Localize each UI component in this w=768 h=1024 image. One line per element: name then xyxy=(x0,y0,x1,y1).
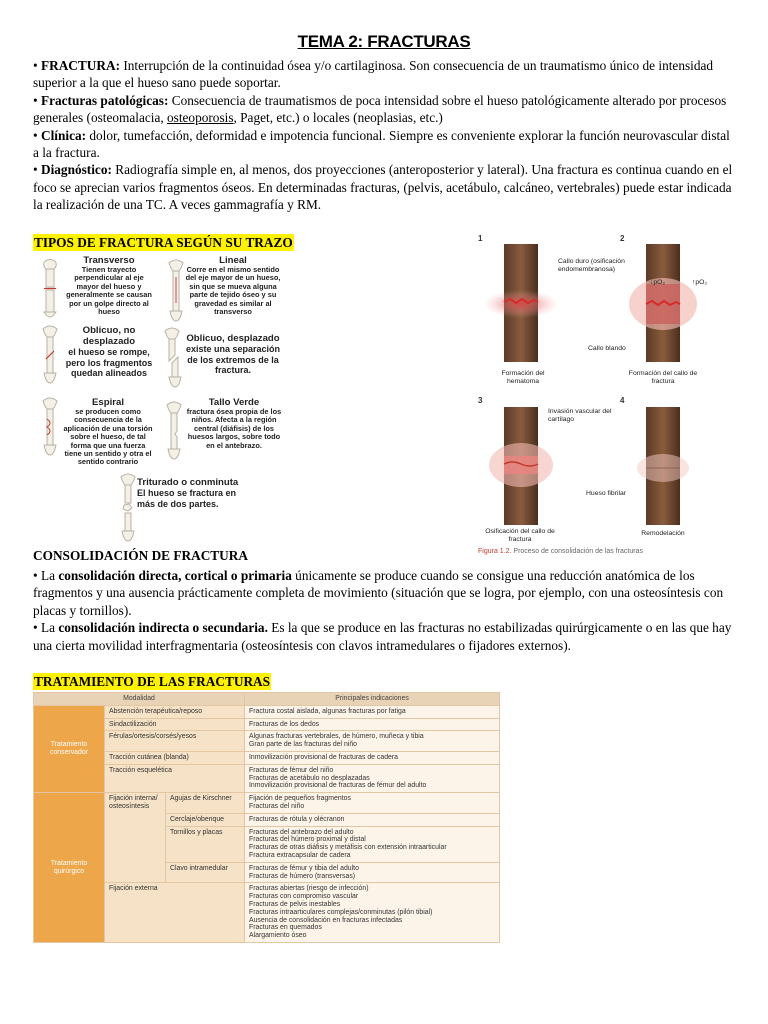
types-heading: TIPOS DE FRACTURA SEGÚN SU TRAZO xyxy=(34,235,293,250)
text: • La xyxy=(33,620,59,636)
type-name: Triturado o conminuta xyxy=(137,477,239,488)
definition-text: Interrupción de la continuidad ósea y/o cartilaginosa. Son consecuencia de un traumatismo único de intensidad superior a la que el hueso sano puede soportar. xyxy=(33,58,714,91)
cell-indication: Fracturas de fémur del niño Fracturas de acetábulo no desplazadas Inmovilización provisional de fracturas de fémur del adulto xyxy=(245,764,500,792)
step-number: 2 xyxy=(620,234,625,243)
definition-clinica xyxy=(33,127,733,162)
term: Clínica: xyxy=(40,127,87,143)
type-name: Oblicuo, no desplazado xyxy=(82,325,136,347)
type-lineal xyxy=(185,255,281,316)
bone-oblique-icon xyxy=(39,325,61,387)
cell-indication: Fractura costal aislada, algunas fracturas por fatiga xyxy=(245,705,500,718)
type-description: existe una separación de los extremos de la fractura. xyxy=(185,344,281,376)
label-hueso-fibrilar: Hueso fibrilar xyxy=(586,490,627,497)
term: Fracturas patológicas: xyxy=(40,92,169,108)
type-name: Espiral xyxy=(92,397,124,408)
term: consolidación indirecta o secundaria. xyxy=(58,620,268,636)
label-callo-fractura: Formación del callo de fractura xyxy=(628,370,698,385)
step-number: 4 xyxy=(620,396,625,405)
table-header-row xyxy=(34,693,500,706)
bone-transverse-icon xyxy=(39,259,61,325)
type-espiral xyxy=(61,397,155,467)
text: Es la que se produce en las fracturas no estabilizadas quirúrgicamente o en las que hay una cierta movilidad interfragmentaria (osteosíntesis con clavos intramedulares o fijadores externos). xyxy=(33,620,732,653)
definition-patologicas xyxy=(33,92,733,127)
treatment-table xyxy=(33,692,500,943)
cell-indication: Fracturas de rótula y olécranon xyxy=(245,813,500,826)
label-remodelacion: Remodelación xyxy=(641,530,685,537)
text: únicamente se produce cuando se consigue una reducción anatómica de los fragmentos y una ausencia prácticamente completa de movimiento (situación que se logra, por ejemplo, con una osteosíntesis con placas y tornillos). xyxy=(33,568,724,618)
consolidation-heading: CONSOLIDACIÓN DE FRACTURA xyxy=(33,548,248,563)
caption-prefix: Figura 1.2. xyxy=(478,548,512,555)
cell-submodality: Cerclaje/obenque xyxy=(166,813,245,826)
type-transverso xyxy=(63,255,155,316)
label-invasion-vascular: Invasión vascular del cartílago xyxy=(548,408,612,423)
definition-text: dolor, tumefacción, deformidad e impotencia funcional. Siempre es conveniente explorar la función neurovascular distal a la fractura. xyxy=(33,127,730,161)
bone-lineal-icon xyxy=(165,259,187,325)
term: FRACTURA: xyxy=(40,58,121,73)
definition-text: Radiografía simple en, al menos, dos proyecciones (anteroposterior y lateral). Una fractura es continua cuando en el foco se aprecian varios fragmentos óseos. En determinadas fracturas, (pelvis, acetábulo, calcáneo, vertebrales) puede estar indicada la realización de una TC. A veces gammagrafía y RM. xyxy=(33,162,733,213)
label-osificacion: Osificación del callo de fractura xyxy=(485,528,555,543)
label-po2-down: ↓pO₂ xyxy=(650,279,666,286)
label-callo-blando: Callo blando xyxy=(588,345,626,352)
cell-modality: Férulas/ortesis/corsés/yesos xyxy=(105,731,245,752)
consolidation-indirect xyxy=(33,619,733,654)
cell-indication: Algunas fracturas vertebrales, de húmero, muñeca y tibia Gran parte de las fracturas del niño xyxy=(245,731,500,752)
bullet: • xyxy=(33,127,38,143)
page-title: TEMA 2: FRACTURAS xyxy=(297,32,471,51)
header-indicaciones: Principales indicaciones xyxy=(245,693,500,706)
bone-comminuted-icon xyxy=(117,473,139,543)
cell-fijacion-interna: Fijación interna/ osteosíntesis xyxy=(105,793,166,883)
consolidation-direct xyxy=(33,567,733,619)
term: consolidación directa, cortical o primaria xyxy=(58,568,292,583)
cell-indication: Fracturas del antebrazo del adulto Fracturas del húmero proximal y distal Fracturas de otras diáfisis y metáfisis con extensión intraarticular Fractura extracapsular de cadera xyxy=(245,826,500,862)
cell-indication: Fracturas de fémur y tibia del adulto Fracturas de húmero (transversas) xyxy=(245,862,500,883)
type-oblicuo-no-desplazado xyxy=(59,325,159,379)
underlined-word: osteoporosis xyxy=(167,110,234,126)
cell-submodality: Tornillos y placas xyxy=(166,826,245,862)
step-number: 3 xyxy=(478,396,483,405)
cell-submodality: Agujas de Kirschner xyxy=(166,793,245,814)
cell-modality: Abstención terapéutica/reposo xyxy=(105,705,245,718)
bullet: • xyxy=(33,58,38,73)
type-name: Transverso xyxy=(83,255,135,266)
cell-indication: Fijación de pequeños fragmentos Fracturas del niño xyxy=(245,793,500,814)
cell-indication: Fracturas de los dedos xyxy=(245,718,500,731)
group-quirurgico: Tratamiento quirúrgico xyxy=(34,793,105,943)
table-row xyxy=(34,793,500,814)
header-modalidad: Modalidad xyxy=(34,693,245,706)
bone-greenstick-icon xyxy=(163,401,185,463)
cell-indication: Fracturas abiertas (riesgo de infección) Fracturas con compromiso vascular Fracturas de pelvis inestables Fracturas intraarticulares complejas/conminutas (pilón tibial) Ausencia de consolidación en fracturas infectadas Fracturas en quemados Alargamiento óseo xyxy=(245,883,500,943)
type-description: El hueso se fractura en más de dos partes. xyxy=(137,488,237,509)
consolidation-figure xyxy=(470,232,740,562)
definition-text: Consecuencia de traumatismos de poca intensidad sobre el hueso patológicamente alterado por procesos generales (osteomalacia, xyxy=(33,92,727,126)
cell-modality: Tracción esquelética xyxy=(105,764,245,792)
bone-spiral-icon xyxy=(39,397,61,459)
cell-modality: Fijación externa xyxy=(105,883,245,943)
label-callo-duro: Callo duro (osificación endomembranosa) xyxy=(558,258,625,273)
definition-text: , Paget, etc.) o locales (neoplasias, etc.) xyxy=(233,110,443,126)
figure-caption xyxy=(478,548,643,555)
label-po2-up: ↑pO₂ xyxy=(692,279,708,286)
type-name: Tallo Verde xyxy=(208,397,260,408)
fracture-types-figure xyxy=(33,255,288,543)
term: Diagnóstico: xyxy=(40,162,112,178)
bullet: • xyxy=(33,92,38,108)
type-description: fractura ósea propia de los niños. Afecta a la región central (diáfisis) de los huesos largos, sobre todo en el antebrazo. xyxy=(186,407,282,450)
definition-fractura xyxy=(33,57,733,92)
type-name: Lineal xyxy=(219,255,247,266)
bone-oblique-displaced-icon xyxy=(161,327,183,389)
label-hematoma: Formación del hematoma xyxy=(501,370,545,385)
step-number: 1 xyxy=(478,234,483,243)
table-row xyxy=(34,705,500,718)
treatment-heading: TRATAMIENTO DE LAS FRACTURAS xyxy=(34,674,271,689)
type-oblicuo-desplazado xyxy=(181,333,285,376)
group-conservador: Tratamiento conservador xyxy=(34,705,105,792)
bullet: • xyxy=(33,162,38,178)
caption-text: Proceso de consolidación de las fracturas xyxy=(511,548,643,555)
type-description: Corre en el mismo sentido del eje mayor de un hueso, sin que se mueva alguna parte de tejido óseo y su gravedad es similar al transverso xyxy=(185,265,281,317)
type-description: se producen como consecuencia de la aplicación de una torsión sobre el hueso, de tal forma que una fuerza tiene un sentido y otra el sentido contrario xyxy=(63,407,153,467)
cell-indication: Inmovilización provisional de fracturas de cadera xyxy=(245,751,500,764)
cell-modality: Tracción cutánea (blanda) xyxy=(105,751,245,764)
type-tallo-verde xyxy=(183,397,285,450)
type-name: Oblicuo, desplazado xyxy=(186,333,280,344)
consolidation-section xyxy=(33,567,733,654)
type-description: Tienen trayecto perpendicular al eje mayor del hueso y generalmente se causan por un golpe directo al hueso xyxy=(66,265,152,317)
text: • La xyxy=(33,568,59,583)
type-description: el hueso se rompe, pero los fragmentos quedan alineados xyxy=(65,347,153,379)
type-triturado xyxy=(137,477,247,509)
cell-modality: Sindactilización xyxy=(105,718,245,731)
definition-diagnostico xyxy=(33,161,733,213)
cell-submodality: Clavo intramedular xyxy=(166,862,245,883)
intro-section xyxy=(33,57,733,214)
